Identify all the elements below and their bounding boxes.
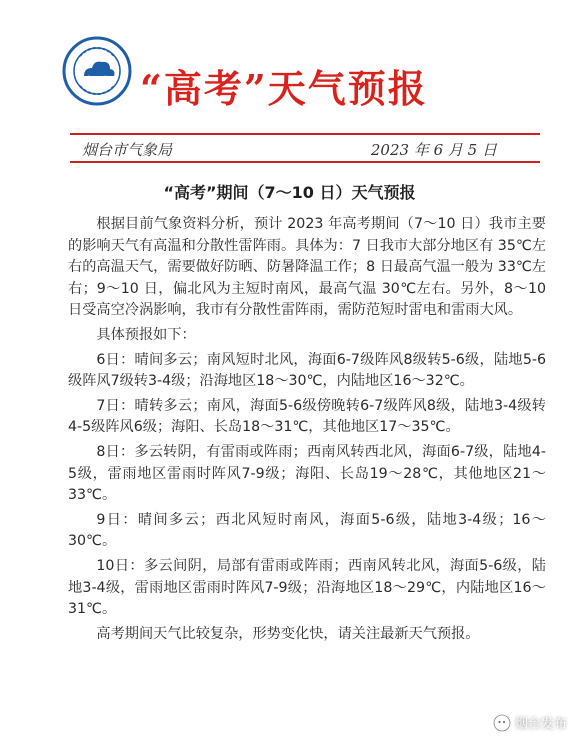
forecast-day-6: 6日：晴间多云；南风短时北风，海面6-7级阵风8级转5-6级，陆地5-6级阵风7级转3-4级；沿海地区18～30℃，内陆地区16～32℃。 <box>68 351 546 390</box>
issue-date: 2023 年 6 月 5 日 <box>370 141 497 159</box>
header-divider-bottom <box>70 161 540 163</box>
report-title: “高考”天气预报 <box>140 66 428 111</box>
closing-paragraph: 高考期间天气比较复杂，形势变化快，请关注最新天气预报。 <box>96 625 480 642</box>
forecast-day-7: 7日：晴转多云；南风，海面5-6级傍晚转6-7级阵风8级，陆地3-4级转4-5级阵风6级；海阳、长岛18～31℃，其他地区17～35℃。 <box>68 397 546 436</box>
forecast-day-9: 9日：晴间多云；西北风短时南风，海面5-6级，陆地3-4级；16～30℃。 <box>68 511 546 550</box>
header-divider-top <box>70 133 540 135</box>
forecast-day-8: 8日：多云转阴，有雷雨或阵雨；西南风转西北风，海面6-7级，陆地4-5级，雷雨地区雷雨时阵风7-9级；海阳、长岛19～28℃，其他地区21～33℃。 <box>68 443 546 504</box>
article-body <box>68 214 546 648</box>
intro-paragraph: 根据目前气象资料分析，预计 2023 年高考期间（7～10 日）我市主要的影响天气有高温和分散性雷阵雨。具体为：7 日我市大部分地区有 35℃左右的高温天气，需要做好防晒、防暑降温工作；8 日最高气温一般为 33℃左右；9～10 日，偏北风为主短时南风，最高气温 30℃左右。另外，8～10 日受高空冷涡影响，我市有分散性雷阵雨，需防范短时雷电和雷雨大风。 <box>68 216 546 319</box>
watermark <box>493 713 567 732</box>
wechat-icon <box>493 714 511 732</box>
meteorological-bureau-logo-icon <box>62 36 132 106</box>
article-subtitle: “高考”期间（7～10 日）天气预报 <box>163 183 416 202</box>
watermark-text: 烟台发布 <box>514 717 567 732</box>
detail-heading: 具体预报如下： <box>96 326 196 343</box>
forecast-day-10: 10日：多云间阴，局部有雷雨或阵雨；西南风转北风，海面5-6级，陆地3-4级，雷雨地区雷雨时阵风7-9级；沿海地区18～29℃，内陆地区16～31℃。 <box>68 557 546 618</box>
issuing-organization: 烟台市气象局 <box>82 141 173 159</box>
